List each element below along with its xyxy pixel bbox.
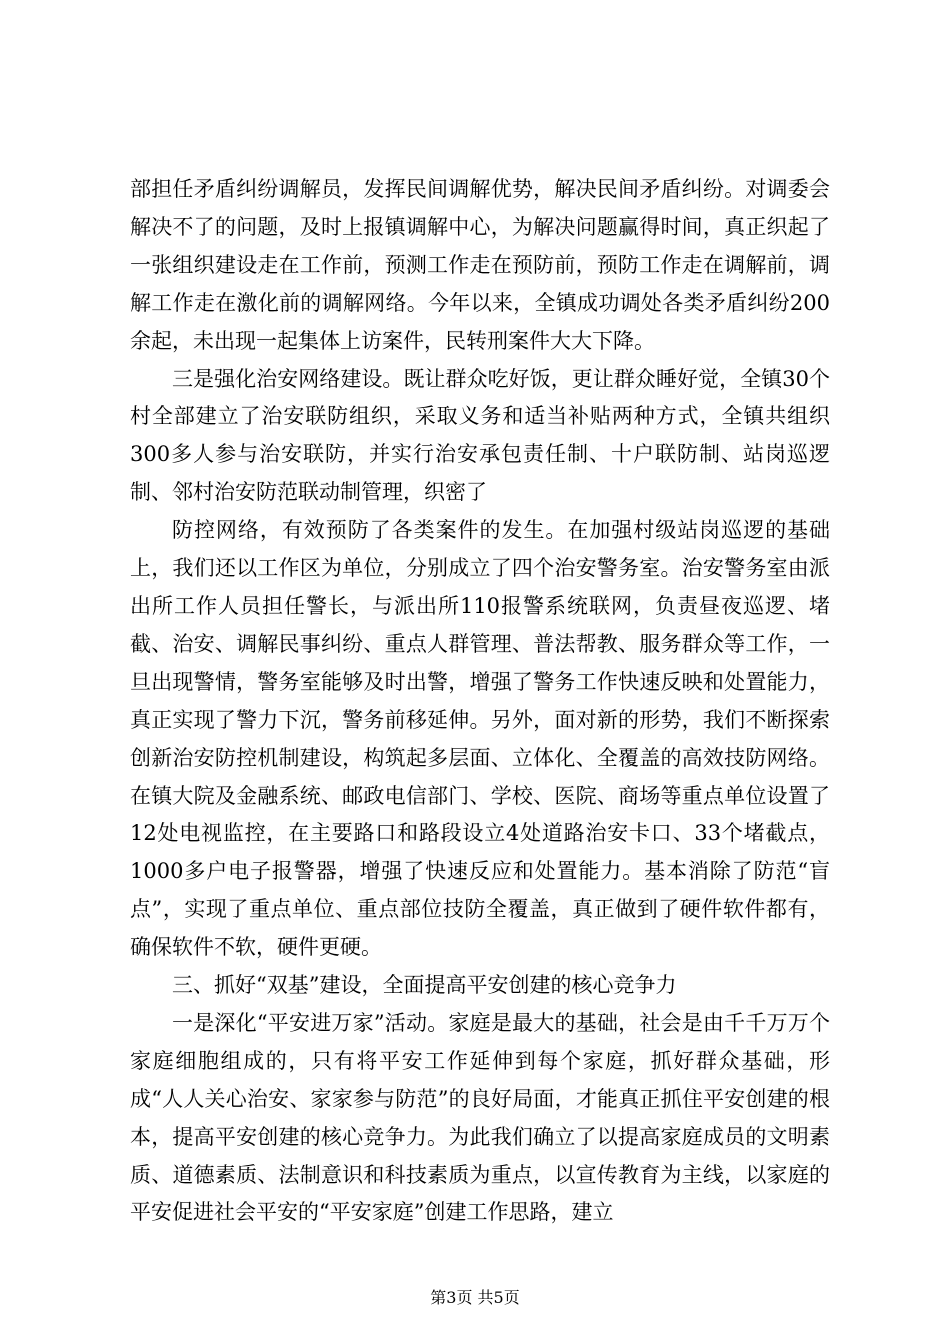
page-footer: 第3页 共5页 <box>430 1288 520 1307</box>
paragraph-3: 防控网络，有效预防了各类案件的发生。在加强村级站岗巡逻的基础上，我们还以工作区为单位，分别成立了四个治安警务室。治安警务室由派出所工作人员担任警长，与派出所110报警系统联网，负责昼夜巡逻、堵截、治安、调解民事纠纷、重点人群管理、普法帮教、服务群众等工作，一旦出现警情，警务室能够及时出警，增强了警务工作快速反映和处置能力，真正实现了警力下沉，警务前移延伸。另外，面对新的形势，我们不断探索创新治安防控机制建设，构筑起多层面、立体化、全覆盖的高效技防网络。在镇大院及金融系统、邮政电信部门、学校、医院、商场等重点单位设置了12处电视监控，在主要路口和路段设立4处道路治安卡口、33个堵截点，1000多户电子报警器，增强了快速反应和处置能力。基本消除了防范“盲点”，实现了重点单位、重点部位技防全覆盖，真正做到了硬件软件都有，确保软件不软，硬件更硬。 <box>130 518 830 960</box>
paragraph-2: 三是强化治安网络建设。既让群众吃好饭，更让群众睡好觉，全镇30个村全部建立了治安联防组织，采取义务和适当补贴两种方式，全镇共组织300多人参与治安联防，并实行治安承包责任制、十户联防制、站岗巡逻制、邻村治安防范联动制管理，织密了 <box>130 366 830 505</box>
document-body <box>130 171 830 1232</box>
section-heading: 三、抓好“双基”建设，全面提高平安创建的核心竞争力 <box>172 973 677 998</box>
paragraph-1: 部担任矛盾纠纷调解员，发挥民间调解优势，解决民间矛盾纠纷。对调委会解决不了的问题，及时上报镇调解中心，为解决问题赢得时间，真正织起了一张组织建设走在工作前，预测工作走在预防前，预防工作走在调解前，调解工作走在激化前的调解网络。今年以来，全镇成功调处各类矛盾纠纷200余起，未出现一起集体上访案件，民转刑案件大大下降。 <box>130 177 830 353</box>
paragraph-4: 一是深化“平安进万家”活动。家庭是最大的基础，社会是由千千万万个家庭细胞组成的，只有将平安工作延伸到每个家庭，抓好群众基础，形成“人人关心治安、家家参与防范”的良好局面，才能真正抓住平安创建的根本，提高平安创建的核心竞争力。为此我们确立了以提高家庭成员的文明素质、道德素质、法制意识和科技素质为重点，以宣传教育为主线，以家庭的平安促进社会平安的“平安家庭”创建工作思路，建立 <box>130 1010 830 1225</box>
